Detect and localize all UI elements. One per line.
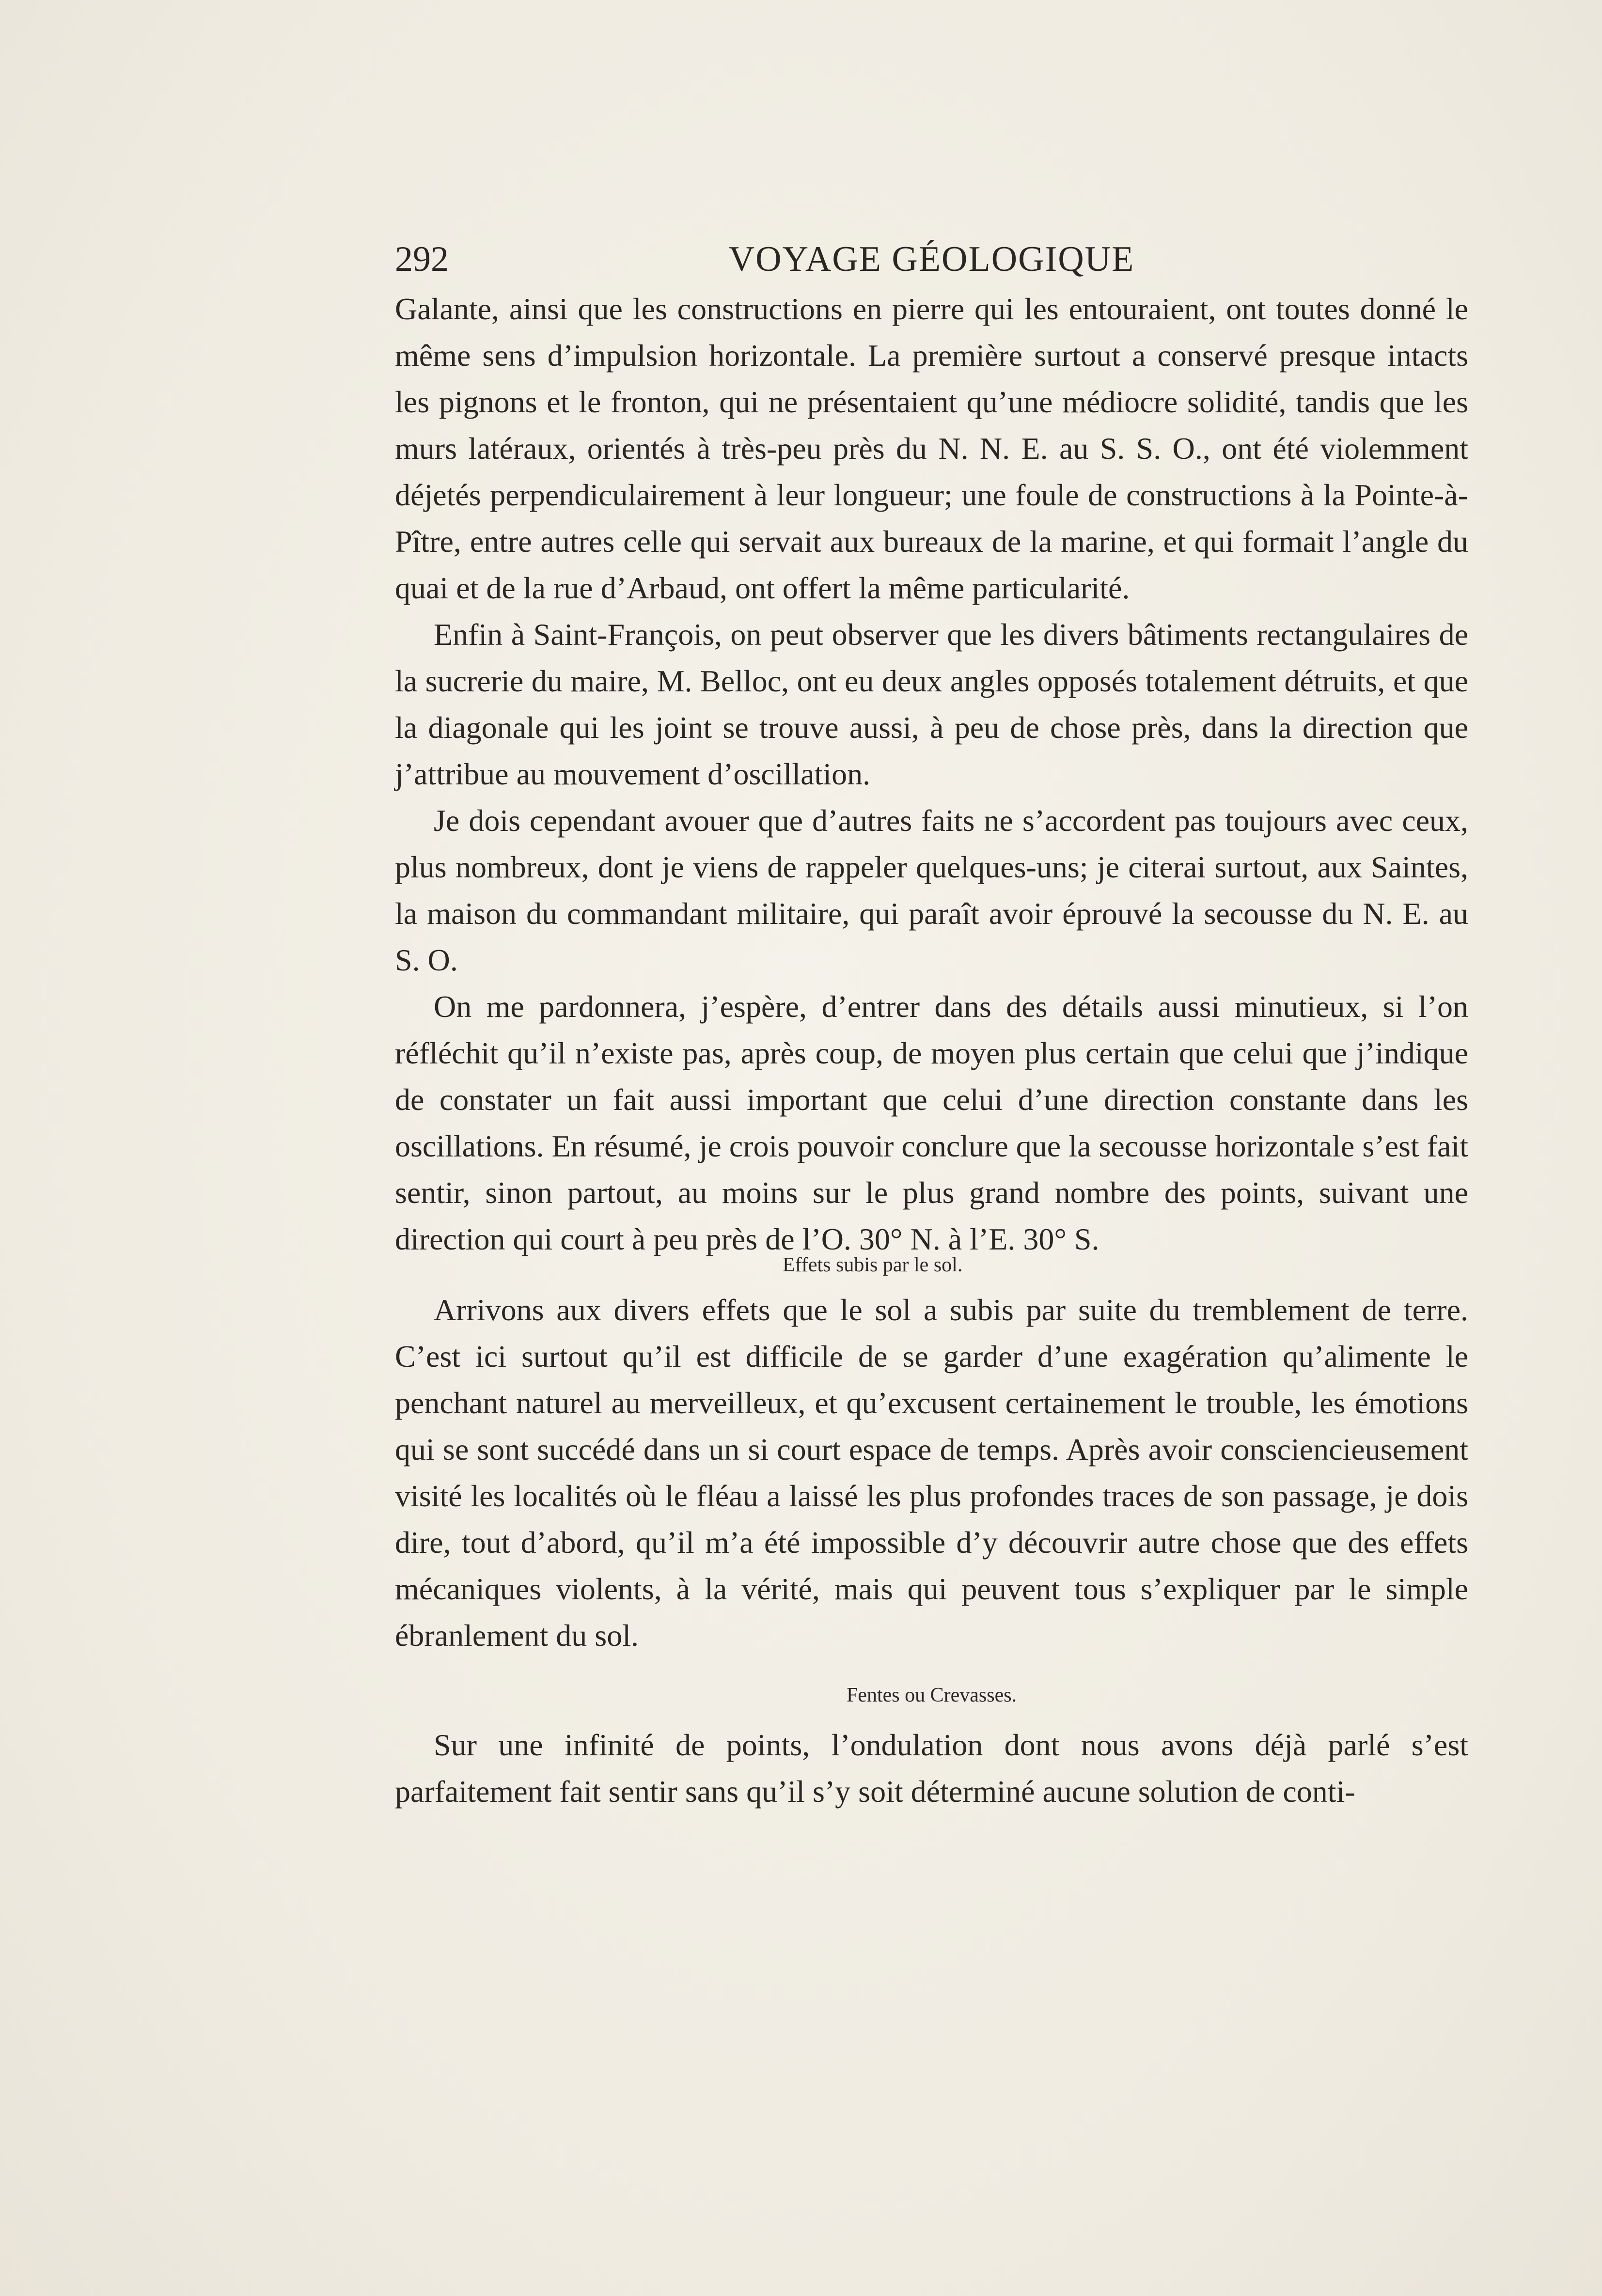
paragraph-fentes: Sur une infinité de points, l’ondulation dont nous avons déjà parlé s’est parfaitement fait sentir sans qu’il s’y soit déterminé aucune solution de conti- (395, 1728, 1468, 1809)
paragraph-effets: Arrivons aux divers effets que le sol a subis par suite du tremblement de terre. C’est ici surtout qu’il est difficile de se garder d’une exagération qu’alimente le penchant naturel au merveilleux, et qu’excusent certainement le trouble, les émotions qui se sont succédé dans un si court espace de temps. Après avoir consciencieusement visité les localités où le fléau a laissé les plus profondes traces de son passage, je dois dire, tout d’abord, qu’il m’a été impossible d’y découvrir autre chose que des effets mécaniques violents, à la vérité, mais qui peuvent tous s’expliquer par le simple ébranlement du sol. (395, 1293, 1468, 1653)
paragraph-conclusion: On me pardonnera, j’espère, d’entrer dans des détails aussi minutieux, si l’on réfléchit qu’il n’existe pas, après coup, de moyen plus certain que celui que j’indique de constater un fait aussi important que celui d’une direction constante dans les oscillations. En résumé, je crois pouvoir conclure que la secousse horizontale s’est fait sentir, sinon partout, au moins sur le plus grand nombre des points, suivant une direction qui court à peu près de l’O. 30° N. à l’E. 30° S. (395, 989, 1468, 1256)
section-heading-fentes: Fentes ou Crevasses. (846, 1684, 1017, 1706)
running-title: VOYAGE GÉOLOGIQUE (728, 239, 1135, 279)
page-number: 292 (395, 239, 449, 279)
section-heading-effets: Effets subis par le sol. (783, 1254, 963, 1276)
page-header (395, 233, 1468, 286)
paragraph-saintes: Je dois cependant avouer que d’autres faits ne s’accordent pas toujours avec ceux, plus nombreux, dont je viens de rappeler quelques-uns; je citerai surtout, aux Saintes, la maison du commandant militaire, qui paraît avoir éprouvé la secousse du N. E. au S. O. (395, 803, 1468, 977)
paragraph-saint-francois: Enfin à Saint-François, on peut observer que les divers bâtiments rectangulaires de la sucrerie du maire, M. Belloc, ont eu deux angles opposés totalement détruits, et que la diagonale qui les joint se trouve aussi, à peu de chose près, dans la direction que j’attribue au mouvement d’oscillation. (395, 617, 1468, 791)
paragraph-continued: Galante, ainsi que les constructions en pierre qui les entouraient, ont toutes donné le même sens d’impulsion horizontale. La première surtout a conservé presque intacts les pignons et le fronton, qui ne présentaient qu’une médiocre solidité, tandis que les murs latéraux, orientés à très-peu près du N. N. E. au S. S. O., ont été violemment déjetés perpendiculairement à leur longueur; une foule de constructions à la Pointe-à-Pître, entre autres celle qui servait aux bureaux de la marine, et qui formait l’angle du quai et de la rue d’Arbaud, ont offert la même particularité. (395, 292, 1468, 605)
text-block (395, 233, 1468, 1815)
